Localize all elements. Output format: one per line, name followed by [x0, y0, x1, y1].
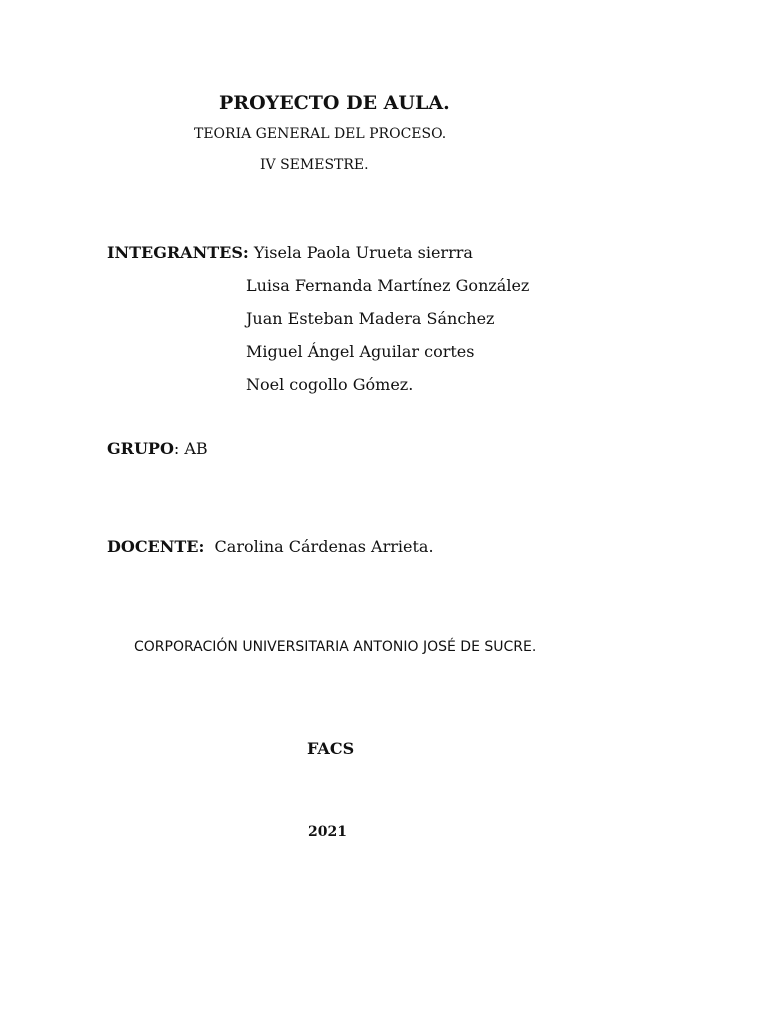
- subject-name: TEORIA GENERAL DEL PROCESO.: [194, 126, 447, 142]
- docente-value: Carolina Cárdenas Arrieta.: [214, 537, 434, 556]
- member-name-1: Yisela Paola Urueta sierrra: [253, 243, 473, 262]
- grupo-label: GRUPO: [107, 439, 174, 458]
- grupo-row: [107, 441, 208, 457]
- semester-label: IV SEMESTRE.: [260, 157, 369, 173]
- member-name-3: Juan Esteban Madera Sánchez: [246, 309, 495, 328]
- grupo-value: : AB: [173, 439, 208, 458]
- member-name-2: Luisa Fernanda Martínez González: [246, 276, 530, 295]
- member-name-5: Noel cogollo Gómez.: [246, 375, 414, 394]
- year-label: 2021: [308, 824, 347, 840]
- faculty-name: FACS: [307, 739, 355, 758]
- docente-label: DOCENTE:: [107, 537, 205, 556]
- member-name-4: Miguel Ángel Aguilar cortes: [246, 342, 475, 361]
- document-title: PROYECTO DE AULA.: [219, 92, 450, 114]
- integrantes-row: [107, 245, 473, 261]
- integrantes-label: INTEGRANTES:: [107, 243, 249, 262]
- institution-name: CORPORACIÓN UNIVERSITARIA ANTONIO JOSÉ DE SUCRE.: [134, 639, 537, 655]
- docente-row: [107, 539, 434, 555]
